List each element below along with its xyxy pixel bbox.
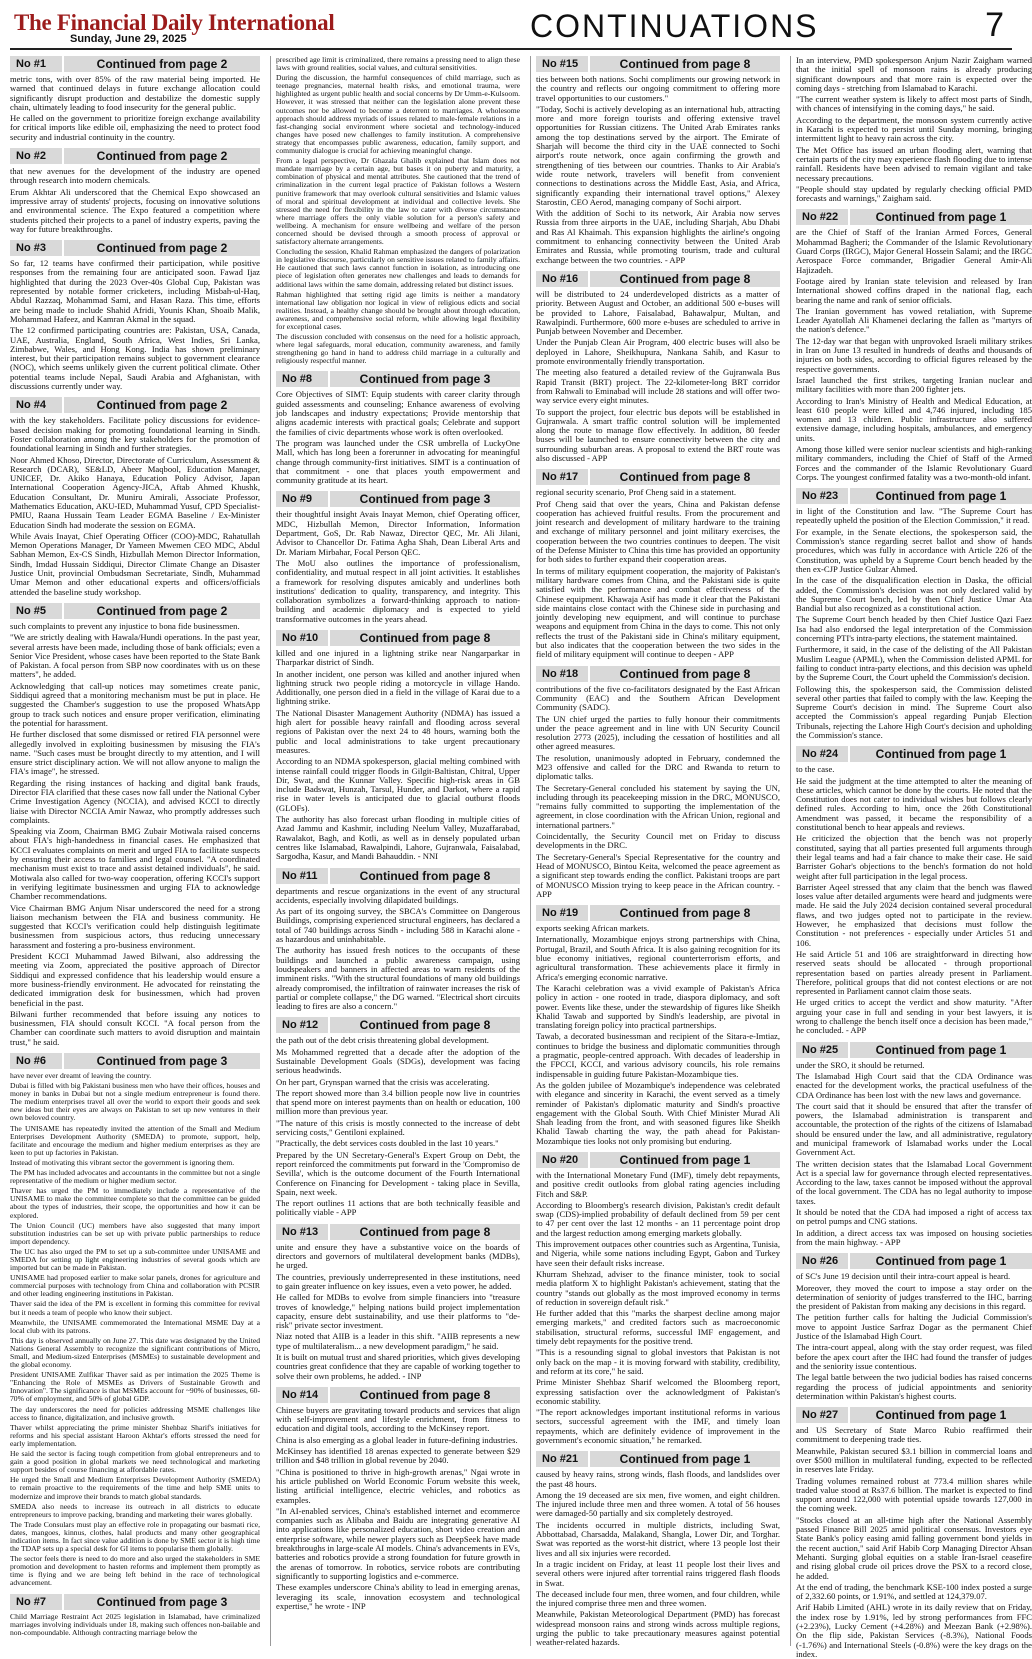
- item-paragraph: The Islamabad High Court said that the CDA Ordinance was enacted for the development works, the practical usefulness of the CDA Ordinance has been lost with the new laws and governance.: [796, 1070, 1032, 1100]
- item-paragraph: Prime Minister Shehbaz Sharif welcomed the Bloomberg report, expressing satisfaction over the acknowledgment of Pakistan's economic stability.: [536, 1377, 780, 1406]
- continuation-item: [276, 56, 520, 365]
- item-paragraph: The day underscores the need for policies addressing MSME challenges like access to finance, digitalization, and inclusive growth.: [10, 1404, 260, 1422]
- item-paragraph: He further disclosed that some dismissed or retired FIA personnel were allegedly involved in exploiting businessmen by misusing the FIA's name. "Such cases must be brought directly to my attention, and I will ensure strict disciplinary action. We will not allow anyone to malign the FIA's image", he stressed.: [10, 729, 260, 777]
- item-paragraph: The 12-day war that began with unprovoked Israeli military strikes in Iran on June 13 resulted in hundreds of deaths and thousands of injuries on both sides, according to official figures released by the respective governments.: [796, 335, 1032, 374]
- item-paragraph: The PM has included advocates and accountants in the committee but not a single representative of the medium or higher medium sector.: [10, 1168, 260, 1186]
- item-title: Continued from page 8: [619, 271, 751, 286]
- item-paragraph: The UNISAME has repeatedly invited the attention of the Small and Medium Enterprises Development Authority (SMEDA) to promote, support, help, facilitate and encourage the medium and higher medium enterprises as they are keen to put up factories in Pakistan.: [10, 1123, 260, 1157]
- item-paragraph: From a legal perspective, Dr Ghazala Ghalib explained that Islam does not mandate marriage by a certain age, but bases it on puberty and maturity, a combination of physical and mental attributes. She cautioned that the trend of criminalization in the current legal practice of Pakistan follows a Western punitive framework that may overlook cultural sensitivities and Islamic values of moral and spiritual development at individual and collective levels. She stressed the need for flexibility in the law to cater with diverse circumstance where marriage offers the only viable solution for a person's safety and wellbeing. A mechanism for ensure wellbeing and welfare of the person concerned should be devised through a smooth process of approval or satisfactory alternate arrangements.: [276, 156, 520, 247]
- item-paragraph: This improvement outpaces other countries such as Argentina, Tunisia, and Nigeria, while some nations including Egypt, Gabon and Turkey have seen their default risks increase.: [536, 1239, 780, 1268]
- item-paragraph: have never ever dreamt of leaving the country.: [10, 1071, 152, 1081]
- item-paragraph: Meanwhile, the UNISAME commemorated the International MSME Day at a local club with its patrons.: [10, 1317, 260, 1335]
- item-title: Continued from page 1: [875, 1042, 1007, 1057]
- item-number: No #24: [796, 746, 850, 762]
- item-paragraph: The UN chief urged the parties to fully honour their commitments under the peace agreement and in line with UN Security Council resolution 2773 (2025), including the cessation of hostilities and all other agreed measures.: [536, 713, 780, 752]
- item-paragraph: "Today, Sochi is actively developing as an international hub, attracting more and more foreign tourists and offering extensive travel opportunities for Russian citizens. The United Arab Emirates ranks among the top destinations served by the airport. The Emirate of Sharjah will become the third city in the UAE connected to Sochi airport's route network, once again confirming the growth and strengthening of ties between our countries. Thanks to Air Arabia's wide route network, travelers will benefit from convenient connections to destinations across the Middle East, Asia, and Africa, significantly expanding their international travel options," Alexey Starostin, CEO Aerod, managing company of Sochi airport.: [536, 103, 780, 207]
- item-header: [10, 148, 260, 164]
- item-paragraph: Thaver whilst appreciating the prime minister Shehbaz Sharif's initiatives for reforms and his special assistant Haroon Akhtar's efforts stressed the need for early implementation.: [10, 1422, 260, 1448]
- item-paragraph: Prof Cheng said that over the years, China and Pakistan defense cooperation has achieved fruitful results. From the procurement and joint research and development of military hardware to the training and exchange of military personnel and joint military exercises, the cooperation between the two countries continues to deepen. The visit of the Defense Minister to China this time has provided an opportunity for both sides to further expand their cooperation areas.: [536, 498, 780, 565]
- continuation-item: [276, 491, 520, 624]
- item-paragraph: President KCCI Muhammad Jawed Bilwani, also addressing the meeting via Zoom, appreciated the positive approach of Director Siddiqui and expressed confidence that his leadership would ensure a more business-friendly environment. He advocated for reinstating the dedicated immigration desk for businessmen, which had proven beneficial in the past.: [10, 951, 260, 1008]
- item-paragraph: Prepared by the UN Secretary-General's Expert Group on Debt, the report reinforced the commitments put forward in the 'Compromiso de Sevilla', which is the outcome document of the Fourth International Conference on Financing for Development - taking place in Sevilla, Spain, next week.: [276, 1149, 520, 1197]
- item-title: Continued from page 8: [359, 1387, 491, 1402]
- item-header: [796, 488, 1032, 504]
- item-header: [536, 666, 780, 682]
- item-number: No #6: [10, 1053, 64, 1069]
- item-paragraph: such complaints to prevent any injustice to bona fide businessmen.: [10, 620, 240, 631]
- item-paragraph: In addition, a direct access tax was imposed on housing societies from the main highway. - APP: [796, 1227, 1032, 1247]
- item-number: No #13: [276, 1224, 330, 1240]
- continuation-item: [10, 56, 260, 142]
- item-paragraph: Furthermore, it said, in the case of the delisting of the All Pakistan Muslim League (APML), when the Commission delisted APML for failing to conduct intra-party elections, and this decision was upheld by the Supreme Court, the Court upheld the Commission's decision.: [796, 644, 1032, 683]
- item-paragraph: He said the sector is facing tough competition from global entrepreneurs and to gain a good position in global markets we need technological and marketing support besides of course financing at affordable rates.: [10, 1449, 260, 1475]
- item-paragraph: that new avenues for the development of the industry are opened through research into modern chemicals.: [10, 166, 260, 186]
- item-number: No #9: [276, 491, 330, 507]
- item-paragraph: It is built on mutual trust and shared priorities, which gives developing countries great confidence that they are capable of working together to solve their own problems, he added. - INP: [276, 1352, 520, 1381]
- item-header: [10, 397, 260, 413]
- column-1: [10, 56, 260, 1646]
- item-paragraph: Internationally, Mozambique enjoys strong partnerships with China, Portugal, Brazil, and South Africa. It is also gaining recognition for its blue economy initiatives, regional counterterrorism efforts, and agricultural transformation. These achievements place it firmly in Africa's emerging economic narrative.: [536, 934, 780, 982]
- item-paragraph: Among those killed were senior nuclear scientists and high-ranking military commanders, including the Chief of Staff of the Armed Forces and the commander of the Islamic Revolutionary Guard Corps. The youngest confirmed fatality was a two-month-old infant.: [796, 443, 1032, 482]
- item-title: Continued from page 8: [359, 631, 491, 645]
- continuation-item: [10, 603, 260, 1047]
- continuation-item: [796, 1253, 1032, 1401]
- continuation-item: [796, 1407, 1032, 1659]
- item-paragraph: Concluding the session, Khalid Rahman emphasized the dangers of polarization in legislative discourse, particularly on sensitive issues related to family affairs. He cautioned that such laws cannot function in isolation, as introducing one piece of legislation often generates new challenges and leads to demands for additional laws within the same domain, addressing related but distinct issues.: [276, 247, 520, 289]
- column-2: [270, 56, 520, 1646]
- item-paragraph: Khurram Shehzad, adviser to the finance minister, took to social media platform X to highlight Pakistan's achievement, stating that the country "stands out globally as the most improved economy in terms of reduction in sovereign default risk.": [536, 1268, 780, 1307]
- item-header: [10, 240, 260, 256]
- item-paragraph: This day is observed annually on June 27. This date was designated by the United Nations General Assembly to recognize the significant contributions of Micro, Small, and Medium-sized Enterprises (MSMEs) to sustainable development and the global economy.: [10, 1335, 260, 1370]
- item-header: [536, 1451, 780, 1467]
- item-paragraph: Ms Mohammed regretted that a decade after the adoption of the Sustainable Development Goals (SDGs), development was facing serious headwinds.: [276, 1046, 520, 1076]
- item-paragraph: The Met Office has issued an urban flooding alert, warning that certain parts of the city may experience flash flooding due to intense rainfall. Residents have been advised to remain vigilant and take necessary precautions.: [796, 144, 1032, 183]
- item-paragraph: Regarding the rising instances of hacking and digital bank frauds, Director FIA clarified that these cases now fall under the National Cyber Crime Investigation Agency (NCCIA), and advised KCCI to directly liaise with Director NCCIA Amir Nawaz, who promptly addresses such complaints.: [10, 777, 260, 825]
- item-paragraph: In terms of military equipment cooperation, the majority of Pakistan's military hardware comes from China, and the Pakistani side is quite satisfied with the performance and combat effectiveness of the Chinese equipment. Khawaja Asif has made it clear that the Pakistani side maintains close contact with the Chinese side in purchasing and jointly developing new equipment, and will continue to purchase weapons and equipment from China in the days to come. This not only reflects the trust of the Pakistani side in China's military equipment, but also indicates that the cooperation between the two sides in the field of military equipment will continue to deepen - APP: [536, 565, 780, 660]
- item-paragraph: unite and ensure they have a substantive voice on the boards of directors and governors of multilateral development banks (MDBs), he urged.: [276, 1241, 520, 1271]
- item-title: Continued from page 2: [96, 603, 228, 618]
- item-number: No #18: [536, 666, 590, 682]
- item-title: Continued from page 8: [359, 1224, 491, 1239]
- item-paragraph: The Union Council (UC) members have also suggested that many import substitution industries can be set up with private public partnerships to reduce import dependency.: [10, 1220, 260, 1246]
- item-paragraph: Meanwhile, Pakistan secured $3.1 billion in commercial loans and over $500 million in multilateral funding, expected to be reflected in reserves late Friday.: [796, 1445, 1032, 1475]
- item-paragraph: The petition further calls for halting the Judicial Commission's move to appoint Justice Sarfraz Dogar as the permanent Chief Justice of the Islamabad High Court.: [796, 1312, 1032, 1342]
- item-paragraph: Footage aired by Iranian state television and released by Iran International showed coffins draped in the national flag, each bearing the name and rank of senior officials.: [796, 275, 1032, 305]
- continuation-item: [276, 868, 520, 1012]
- item-paragraph: The Secretary-General's Special Representative for the country and Head of MONUSCO, Bintou Keita, welcomed the peace agreement as a significant step towards ending the conflict. Pakistani troops are part of MONUSCO Mission trying to keep peace in the African country. - APP: [536, 851, 780, 899]
- item-paragraph: The Trade Consulars must play an effective role in propagating our basmati rice, dates, mangoes, kinnus, clothes, halal products and many other geographical indication items. In fact since value addition is done by SME sector it is high time the TDAP sets up a special desk for GI items to popularise them globally.: [10, 1519, 260, 1554]
- continuation-item: [796, 209, 1032, 482]
- item-paragraph: He urged the Small and Medium Enterprises Development Authority (SMEDA) to remain proactive to the requirements of the time and help SME units to modernize and improve their brands to match global standards.: [10, 1475, 260, 1501]
- item-number: No #7: [10, 1594, 64, 1610]
- item-number: No #10: [276, 630, 330, 646]
- item-paragraph: SMEDA also needs to increase its outreach in all districts to educate entrepreneurs to improve packing, branding and marketing their wares globally.: [10, 1501, 260, 1519]
- item-paragraph: ties between both nations. Sochi compliments our growing network in the country and reflects our ongoing commitment to offering more travel opportunities to our customers.": [536, 74, 780, 103]
- page-number: 7: [985, 6, 1004, 44]
- item-paragraph: In the case of the disqualification election in Daska, the official added, the Commission's decision was not only declared valid by the Supreme Court bench, led by then Chief Justice Umar Ata Bandial but also recognized as a constitutional action.: [796, 575, 1032, 614]
- item-number: No #22: [796, 209, 850, 225]
- item-header: [10, 1594, 260, 1610]
- item-paragraph: Rahman highlighted that setting rigid age limits is neither a mandatory international law obligation nor logical in view of religious edicts and social realities. Instead, a healthy change should be brought about through education, awareness, and comprehensive social reform, while allowing legal flexibility for exceptional cases.: [276, 289, 520, 331]
- continuation-item: [796, 56, 1032, 203]
- item-paragraph: The written decision states that the Islamabad Local Government Act is a special law for governance through elected representatives. According to the law, taxes cannot be imposed without the approval of the local government. The CDA has no legal authority to impose taxes.: [796, 1158, 1032, 1206]
- item-paragraph: According to the department, the monsoon system currently active in Karachi is expected to persist until Sunday morning, bringing intermittent light to heavy rain across the city.: [796, 114, 1032, 144]
- item-title: Continued from page 8: [619, 906, 751, 921]
- item-title: Continued from page 3: [96, 1594, 228, 1609]
- item-paragraph: Erum Akhtar Ali underscored that the Chemical Expo showcased an impressive array of students' projects, focusing on innovative solutions and environmental science. The Expo featured a competition where students pitched their projects to a panel of industry experts, paving the way for future breakthroughs.: [10, 186, 260, 234]
- item-paragraph: "Practically, the debt services costs doubled in the last 10 years.": [276, 1138, 499, 1149]
- section-title: CONTINUATIONS: [530, 8, 819, 44]
- continuation-item: [536, 1451, 780, 1647]
- masthead: [10, 6, 1012, 50]
- item-paragraph: with the key stakeholders. Facilitate policy discussions for evidence-based decision making for promoting foundational learning in Sindh. Foster collaboration among the key stakeholders for the promotion of foundational learning in Sindh and further strategies.: [10, 415, 260, 454]
- item-paragraph: The program was launched under the CSR umbrella of LuckyOne Mall, which has long been a forerunner in advocating for meaningful change through community-first initiatives. SIMT is a continuation of that commitment - one that places youth empowerment and community gratitude at its heart.: [276, 437, 520, 486]
- item-paragraph: contributions of the five co-facilitators designated by the East African Community (EAC) and the Southern African Development Community (SADC).: [536, 683, 780, 713]
- item-number: No #17: [536, 469, 590, 485]
- item-number: No #21: [536, 1451, 590, 1467]
- item-title: Continued from page 3: [359, 372, 491, 387]
- item-number: No #27: [796, 1407, 850, 1423]
- item-number: No #25: [796, 1042, 850, 1058]
- item-paragraph: Child Marriage Restraint Act 2025 legislation in Islamabad, have criminalized marriages involving individuals under 18, making such offences non-bailable and non-compoundable. Although contracting marriage below the: [10, 1611, 260, 1637]
- column-3: [530, 56, 780, 1646]
- item-paragraph: At the end of trading, the benchmark KSE-100 index posted a surge of 2,332.60 points, or 1.91%, and settled at 124,379.07.: [796, 1581, 1032, 1602]
- item-title: Continued from page 1: [619, 1452, 751, 1467]
- item-title: Continued from page 8: [619, 666, 751, 681]
- item-paragraph: For example, in the Senate elections, the spokesperson said, the Commission's stance regarding secret ballot and show of hands procedures, which was fully in accordance with Article 226 of the Constitution, was upheld by a Supreme Court bench headed by the then ex-CJP Justice Gulzar Ahmed.: [796, 526, 1032, 574]
- item-paragraph: Speaking via Zoom, Chairman BMG Zubair Motiwala raised concerns about FIA's high-handedness in financial cases. He emphasized that KCCI evaluates complaints on merit and urged FIA to facilitate suspects by ensuring their access to families and legal counsel. "A coordinated mechanism must exist to trace and assist detained individuals", he said. Motiwala also called for two-way cooperation, offering KCCI's support in verifying legitimate businessmen and urging FIA to acknowledge Chamber recommendations.: [10, 826, 260, 902]
- article-columns: [10, 55, 1032, 1659]
- item-paragraph: The report outlines 11 actions that are both technically feasible and politically viable - APP: [276, 1198, 520, 1218]
- item-header: [276, 371, 520, 387]
- item-paragraph: Instead of motivating this vibrant sector the government is ignoring them.: [10, 1157, 235, 1167]
- item-paragraph: In a tragic incident on Friday, at least 11 people lost their lives and several others were injured after torrential rains triggered flash floods in Swat.: [536, 1558, 780, 1588]
- item-paragraph: "The current weather system is likely to affect most parts of Sindh, with chances of intensifying in the coming days," he said.: [796, 94, 1032, 114]
- continuation-item: [10, 240, 260, 391]
- continuation-item: [10, 1053, 260, 1588]
- item-paragraph: Coincidentally, the Security Council met on Friday to discuss developments in the DRC.: [536, 831, 780, 851]
- item-paragraph: Core Objectives of SIMT: Equip students with career clarity through guided assessments and counseling; Enhance awareness of evolving job landscapes and industry expectations; Provide mentorship that aligns academic interests with practical goals; Celebrate and support the families of civic departments whose work is often overlooked.: [276, 389, 520, 437]
- item-paragraph: "People should stay updated by regularly checking official PMD forecasts and warnings," Zaigham said.: [796, 183, 1032, 204]
- item-header: [796, 746, 1032, 762]
- item-paragraph: The meeting also featured a detailed review of the Gujranwala Bus Rapid Transit (BRT) project. The 22-kilometer-long BRT corridor from Rahwali to Eminabad will include 28 stations and will offer two-way service every eight minutes.: [536, 367, 780, 406]
- item-paragraph: "We are strictly dealing with Hawala/Hundi operations. In the past year, several arrests have been made, including those of bank officials; even a Senior Vice President, whose cases have been reported to the State Bank of Pakistan. A focal person from SBP now coordinates with us on these matters", he added.: [10, 632, 260, 680]
- continuation-item: [796, 1042, 1032, 1248]
- item-paragraph: As the golden jubilee of Mozambique's independence was celebrated with elegance and sincerity in Karachi, the event served as a timely reminder of Pakistan's diplomatic maturity and Sindh's proactive engagement with the Global South. With Chief Minister Murad Ali Shah leading from the front, and with seasoned figures like Sheikh Khalid Tawab charting the way, the path ahead for Pakistan-Mozambique ties looks not only promising but enduring.: [536, 1079, 780, 1146]
- item-number: No #16: [536, 271, 590, 287]
- item-paragraph: Trading volumes remained robust at 773.4 million shares while traded value stood at Rs37.6 billion. The market is expected to find support around 122,000 with potential upside towards 127,000 in the coming week.: [796, 1475, 1032, 1514]
- item-paragraph: The Iranian government has vowed retaliation, with Supreme Leader Ayatollah Ali Khamenei declaring the fallen as "martyrs of the nation's defence.": [796, 305, 1032, 335]
- item-paragraph: The sector feels there is need to do more and also urged the stakeholders in SME promotion and development to hasten reforms and implement them promptly as time is flying and we are being left behind in the race of technological advancement.: [10, 1554, 260, 1588]
- item-number: No #8: [276, 371, 330, 387]
- continuation-item: [536, 1152, 780, 1445]
- item-paragraph: The MoU also outlines the importance of professionalism, confidentiality, and mutual respect in all joint activities. It establishes a framework for resolving disputes amicably and underlines both institutions' dedication to quality, transparency, and integrity. This collaboration symbolizes a forward-thinking approach to nation-building and academic diplomacy and is expected to yield transformative outcomes in the years ahead.: [276, 557, 520, 624]
- continuation-item: [276, 1224, 520, 1381]
- item-header: [10, 1053, 260, 1069]
- item-header: [276, 491, 520, 507]
- item-paragraph: The countries, previously underrepresented in these institutions, need to gain greater influence on key issues, even a veto power, he added.: [276, 1271, 520, 1291]
- continuation-item: [536, 271, 780, 463]
- item-paragraph: regional security scenario, Prof Cheng said in a statement.: [536, 487, 736, 498]
- item-paragraph: with the International Monetary Fund (IMF), timely debt repayments, and positive credit outlooks from global rating agencies including Fitch and S&P.: [536, 1169, 780, 1199]
- item-number: No #2: [10, 148, 64, 164]
- item-header: [10, 56, 260, 72]
- item-number: No #26: [796, 1253, 850, 1269]
- item-paragraph: With the addition of Sochi to its network, Air Arabia now serves Russia from three airports in the UAE, including Sharjah, Abu Dhabi and Ras Al Khaimah. This expansion highlights the airline's ongoing commitment to enhancing connectivity between the United Arab Emirates and Russia, while promoting tourism, trade and cultural exchange between the two countries. - APP: [536, 208, 780, 265]
- item-paragraph: McKinsey has identified 18 arenas expected to generate between $29 trillion and $48 trillion in global revenue by 2040.: [276, 1446, 520, 1466]
- item-header: [796, 1042, 1032, 1058]
- item-paragraph: UNISAME had proposed earlier to make solar panels, drones for agriculture and commercial purposes with technology from China and collaboration with PCSIR and other leading engineering institutions in Pakistan.: [10, 1273, 260, 1299]
- item-paragraph: The Secretary-General concluded his statement by saying the UN, including through its peacekeeping mission in the DRC, MONUSCO, "remains fully committed to supporting the implementation of the agreement, in close coordination with the African Union, regional and international partners.": [536, 782, 780, 830]
- item-paragraph: According to Bloomberg's research division, Pakistan's credit default swap (CDS)-implied probability of default declined from 59 per cent to 47 per cent over the last 12 months - an 11 percentage point drop and the largest reduction among emerging markets globally.: [536, 1199, 780, 1238]
- item-paragraph: On her part, Grynspan warned that the crisis was accelerating.: [276, 1076, 490, 1087]
- item-paragraph: Niaz noted that AIIB is a leader in this shift. "AIIB represents a new type of multilateralism... a new development paradigm," he said.: [276, 1331, 520, 1351]
- item-paragraph: Israel launched the first strikes, targeting Iranian nuclear and military facilities with more than 200 fighter jets.: [796, 374, 1032, 395]
- continuation-item: [276, 630, 520, 862]
- continuation-item: [10, 148, 260, 234]
- item-paragraph: The National Disaster Management Authority (NDMA) has issued a high alert for possible heavy rainfall and flooding across several regions of Pakistan over the next 24 to 48 hours, warning both the public and local administrations to take urgent precautionary measures.: [276, 707, 520, 755]
- item-paragraph: The 12 confirmed participating countries are: Pakistan, USA, Canada, UAE, Australia, England, South Africa, West Indies, Sri Lanka, Zimbabwe, Wales, and Hong Kong. India has shown preliminary interest, but their participation remains subject to government clearance (NOC), which seems unlikely given the current political climate. Other potential teams include Nepal, Saudi Arabia and Afghanistan, with discussions currently under way.: [10, 325, 260, 392]
- item-paragraph: Thaver said the idea of the PM is excellent in forming this committee for revival but it needs a team of people who know their subject.: [10, 1299, 260, 1317]
- item-paragraph: in light of the Constitution and law. "The Supreme Court has repeatedly upheld the position of the Election Commission," it read.: [796, 506, 1032, 526]
- item-number: No #23: [796, 488, 850, 504]
- item-header: [536, 1152, 780, 1168]
- continuation-item: [10, 397, 260, 597]
- paper-date: Sunday, June 29, 2025: [70, 33, 187, 45]
- item-paragraph: The court said that it should be ensured that after the transfer of powers, the Islamabad administration is transparent and accountable, the protection of the rights of the citizens of Islamabad should be ensured under the law, and all administrative, regulatory and municipal framework of Islamabad works under the Local Government Act.: [796, 1100, 1032, 1158]
- item-number: No #14: [276, 1387, 330, 1403]
- item-paragraph: The report showed more than 3.4 billion people now live in countries that spend more on interest payments than on health or education, 100 million more than previous year.: [276, 1087, 520, 1117]
- item-paragraph: The resolution, unanimously adopted in February, condemned the M23 offensive and called for the DRC and Rwanda to return to diplomatic talks.: [536, 752, 780, 782]
- item-number: No #12: [276, 1017, 330, 1033]
- item-paragraph: Following this, the spokesperson said, the Commission delisted several other parties that failed to comply with the law. Keeping the Supreme Court's decision in mind. The Supreme Court also accepted the Commission's appeal regarding Punjab Election Tribunals, rejecting the Lahore High Court's decision and upholding the Commission's stance.: [796, 683, 1032, 740]
- item-paragraph: He said Article 51 and 106 are straightforward in directing how reserved seats should be allocated - through proportional representation based on parties already present in Parliament. Therefore, political groups that did not contest elections or are not represented in Parliament cannot claim those seats.: [796, 948, 1032, 997]
- item-paragraph: departments and rescue organizations in the event of any structural accidents, especially involving dilapidated buildings.: [276, 885, 520, 905]
- item-header: [796, 209, 1032, 225]
- item-paragraph: under the SRO, it should be returned.: [796, 1059, 925, 1070]
- item-paragraph: President UNISAME Zulfikar Thaver said as per intimation the 2025 Theme is "Enhancing the Role of MSMEs as Drivers of Sustainable Growth and Innovation". The significance is that MSMEs account for ~90% of businesses, 60-70% of employment, and 50% of global GDP.: [10, 1370, 260, 1404]
- item-paragraph: of SC's June 19 decision until their intra-court appeal is heard.: [796, 1271, 1011, 1282]
- item-title: Continued from page 1: [875, 1254, 1007, 1269]
- item-number: No #4: [10, 397, 64, 413]
- item-paragraph: Acknowledging that call-up notices may sometimes create panic, Siddiqui agreed that a monitoring mechanism must be put in place. He suggested the Chamber's suggestion to use the proposed WhatsApp group to track such notices and ensure proper verification, eliminating the potential for harassment.: [10, 680, 260, 728]
- item-paragraph: Barrister Aqeel stressed that any claim that the bench was flawed loses value after detailed arguments were heard and judgments were made. He said the July 2024 decision contained several procedural flaws, and two judges opted not to participate in the review. However, he emphasized that decisions must follow the Constitution - not preferences - especially under Articles 51 and 106.: [796, 881, 1032, 948]
- item-header: [536, 469, 780, 485]
- item-paragraph: He said the judgment at the time attempted to alter the meaning of these articles, which cannot be done by the courts. He noted that the Constitution does not cater to individual wishes but follows clearly defined rules. According to him, once the 26th Constitutional Amendment was passed, it became the responsibility of a constitutional bench to hear appeals and reviews.: [796, 775, 1032, 833]
- item-paragraph: During the discussion, the harmful consequences of child marriage, such as teenage pregnancies, maternal health risks, and emotional trauma, were highlighted as urgent public health and social concerns by Dr Umm-e-Kulsoom. However, it was stressed that neither can the legislation alone prevent these outcomes nor be allowed to become a deterrent to marriages. A wholesome approach should address myriads of issues related to male-female relations in a fast-changing social environment where societal and technology-induced changes have posed new challenges to family institution. A comprehensive strategy that encompasses public awareness, education, family support, and community dialogue is crucial for achieving meaningful change.: [276, 73, 520, 156]
- item-paragraph: According to Iran's Ministry of Health and Medical Education, at least 610 people were killed and 4,746 injured, including 185 women and 13 children. Public infrastructure also suffered extensive damage, including hospitals, ambulances, and emergency units.: [796, 395, 1032, 443]
- item-paragraph: In another incident, one person was killed and another injured when lightning struck two people riding a motorcycle in village Hando. Additionally, one person died in a field in the village of Karai due to a lightning strike.: [276, 668, 520, 707]
- continuation-item: [796, 746, 1032, 1035]
- item-header: [536, 56, 780, 72]
- item-paragraph: The UC has also urged the PM to set up a sub-committee under UNISAME and SMEDA for setting up light engineering industries of several goods which are imported but can be made in Pakistan.: [10, 1246, 260, 1273]
- continuation-item: [276, 1387, 520, 1611]
- item-title: Continued from page 2: [96, 149, 228, 164]
- item-paragraph: He called on the government to prioritize foreign exchange availability for critical imports like edible oil, emphasizing the need to protect food security and industrial continuity in the country.: [10, 113, 260, 142]
- item-paragraph: killed and one injured in a lightning strike near Nangarparkar in Tharparkar district of Sindh.: [276, 648, 520, 668]
- item-paragraph: Moreover, they moved the court to impose a stay order on the determination of seniority of judges transferred to the IHC, barring the president of Pakistan from making any decisions in this regard.: [796, 1282, 1032, 1312]
- item-paragraph: the path out of the debt crisis threatening global development.: [276, 1035, 489, 1046]
- item-header: [276, 630, 520, 646]
- item-paragraph: Arif Habib Limited (AHL) wrote in its daily review that on Friday, the index rose by 1.91%, led by strong performances from FFC (+2.23%), Lucky Cement (+4.28%) and Meezan Bank (+2.98%). On the flip side, Pakistan Services (-8.3%), National Foods (-1.76%) and International Steels (-0.8%) were the key drags on the index.: [796, 1602, 1032, 1659]
- item-paragraph: Vice Chairman BMG Anjum Nisar underscored the need for a strong liaison mechanism between the FIA and business community. He suggested that KCCI's verification could help distinguish legitimate businessmen from suspicious actors, thus reducing unnecessary harassment and fostering a pro-business environment.: [10, 902, 260, 950]
- item-paragraph: Noor Ahmed Khoso, Director, Directorate of Curriculum, Assessment & Research (DCAR), SE&LD, Abeer Maqbool, Education Manager, UNICEF, Dr. Akiko Hanaya, Education Policy Advisor, Japan International Cooperation Agency-JICA, Aftab Ahmed Khushk, Education Consultant, Dr. Muniru Amirali, Associate Professor, Mathematics Education, AKU-IED, Muhammad Yusuf, CPD Specialist-PMIU, Raana Hussain Team Leader EGMA Baseline / Ex-Minister Education Sindh had moderate the session on EGMA.: [10, 454, 260, 530]
- item-title: Continued from page 1: [875, 489, 1007, 504]
- continuation-item: [536, 905, 780, 1146]
- item-paragraph: So far, 12 teams have confirmed their participation, while positive responses from the remaining four are anticipated soon. Fawad Ijaz highlighted that during the 2023 Over-40s Global Cup, Pakistan was represented by notable former cricketers, including Misbah-ul-Haq, Abdul Razzaq, Mohammad Sami, and Hasan Raza. This time, efforts are being made to include Shahid Afridi, Younis Khan, Shoaib Malik, Mohammad Hafeez, and Kamran Akmal in the squad.: [10, 258, 260, 324]
- continuation-item: [10, 1594, 260, 1637]
- item-paragraph: Under the Punjab Clean Air Program, 400 electric buses will also be deployed in Lahore, Sheikhupura, Nankana Sahib, and Kasur to promote environmentally friendly transportation.: [536, 337, 780, 367]
- item-number: No #3: [10, 240, 64, 256]
- item-paragraph: "China is positioned to thrive in high-growth arenas," Ngai wrote in his article published on World Economic Forum website this week, listing artificial intelligence, electric vehicles, and robotics as examples.: [276, 1466, 520, 1505]
- item-number: No #1: [10, 56, 64, 72]
- item-paragraph: their thoughtful insight Avais Inayat Memon, chief Operating officer, MDC, Hizbullah Memon, Director Information, Information Department, GoS, Dr. Rab Nawaz, Director QEC, Mr. Ali Jilani, Advisor to Chancellor Dr. Fatima Agha Shah, Dean Liberal Arts and Dr. Mariam Mirbahar, Focal Person QEC.: [276, 509, 520, 557]
- item-paragraph: The discussion concluded with consensus on the need for a holistic approach, where legal safeguards, moral education, community awareness, and family strengthening go hand in hand to address child marriage in a culturally and religiously respectful manner.: [276, 332, 520, 366]
- item-paragraph: China is also emerging as a global leader in future-defining industries.: [276, 1434, 518, 1445]
- item-paragraph: According to an NDMA spokesperson, glacial melting combined with intense rainfall could trigger floods in Gilgit-Baltistan, Chitral, Upper Dir, Swat, and the Kunnar Valley. Specific high-risk areas in GB include Badswat, Hunzah, Tarsul, Hunder, and Darkot, where a rapid rise in water levels is anticipated due to glacial outburst floods (GLOFs).: [276, 756, 520, 813]
- item-title: Continued from page 2: [96, 398, 228, 413]
- continuation-item: [536, 666, 780, 900]
- item-header: [276, 1387, 520, 1403]
- continuation-item: [536, 56, 780, 265]
- item-paragraph: He urged critics to accept the verdict and show maturity. "After arguing your case in full and sending in your best lawyers, it is wrong to challenge the bench itself once a decision has been made," he concluded. - APP: [796, 997, 1032, 1036]
- item-title: Continued from page 8: [619, 470, 751, 485]
- item-paragraph: He called for MDBs to evolve from simple financiers into "treasure troves of knowledge," helping nations build project implementation capacity, ensure debt sustainability, and use their platforms to "de-risk" private sector investment.: [276, 1292, 520, 1331]
- continuation-item: [536, 469, 780, 659]
- item-number: No #11: [276, 868, 330, 884]
- item-paragraph: The Karachi celebration was a vivid example of Pakistan's Africa policy in action - one rooted in trade, diaspora diplomacy, and soft power. Events like these, under the stewardship of figures like Sheikh Khalid Tawab and supported by Sindh's leadership, are pivotal in translating foreign policy into practical partnerships.: [536, 982, 780, 1031]
- item-number: No #19: [536, 905, 590, 921]
- continuation-item: [276, 1017, 520, 1217]
- item-paragraph: The authority has also forecast urban flooding in multiple cities of Azad Jammu and Kashmir, including Neelum Valley, Muzaffarabad, Rawalakot, Bagh, and Kotli, as well as in densely populated urban centres like Islamabad, Rawalpindi, Lahore, Gujranwala, Faisalabad, Sargodha, Kasur, and Mandi Bahauddin. - NNI: [276, 814, 520, 862]
- column-4: [790, 55, 1032, 1659]
- item-header: [10, 603, 260, 619]
- item-paragraph: The incidents occurred in multiple districts, including Swat, Abbottabad, Charsadda, Malakand, Shangla, Lower Dir, and Torghar. Swat was reported as the worst-hit district, where 13 people lost their lives and all six injuries were recorded.: [536, 1519, 780, 1558]
- item-paragraph: "Stocks closed at an all-time high after the National Assembly passed Finance Bill 2025 amid political consensus. Investors eye State Bank's policy easing amid falling government bond yields in the recent auction," said Arif Habib Corp Managing Director Ahsan Mehanti. Surging global equities on a stable Iran-Israel ceasefire and rising global crude oil prices drove the PSX to a record close, he added.: [796, 1514, 1032, 1581]
- item-paragraph: It should be noted that the CDA had imposed a right of access tax on petrol pumps and CNG stations.: [796, 1207, 1032, 1227]
- item-paragraph: "This is a resounding signal to global investors that Pakistan is not only back on the map - it is moving forward with stability, credibility, and reform at its core," he said.: [536, 1347, 780, 1376]
- item-paragraph: The legal battle between the two judicial bodies has raised concerns regarding the process of judicial appointments and seniority determination within Pakistan's highest courts.: [796, 1372, 1032, 1401]
- item-paragraph: He further added that this "marks the sharpest decline among major emerging markets," and credited factors such as macroeconomic stabilisation, structural reforms, successful IMF engagement, and timely debt repayments for the positive trend.: [536, 1308, 780, 1347]
- item-paragraph: prescribed age limit is criminalized, there remains a pressing need to align these laws with ground realities, social values, and cultural sensitivities.: [276, 55, 520, 73]
- item-paragraph: are the Chief of Staff of the Iranian Armed Forces, General Mohammad Bagheri; the Commander of the Islamic Revolutionary Guard Corps (IRGC), Major General Hossein Salami; and the IRGC Aerospace Force commander, Brigadier General Amir-Ali Hajizadeh.: [796, 227, 1032, 275]
- item-paragraph: As part of its ongoing survey, the SBCA's Committee on Dangerous Buildings, comprising experienced structural engineers, has declared a total of 740 buildings across Sindh - including 588 in Karachi alone - as hazardous and uninhabitable.: [276, 906, 520, 945]
- item-title: Continued from page 2: [96, 241, 228, 256]
- item-number: No #20: [536, 1152, 590, 1168]
- item-header: [276, 1224, 520, 1240]
- item-paragraph: The deceased include four men, three women, and four children, while the injured comprise three men and three women.: [536, 1588, 780, 1609]
- item-paragraph: Meanwhile, Pakistan Meteorological Department (PMD) has forecast widespread monsoon rains and strong winds across multiple regions, urging the public to take precautionary measures against potential weather-related hazards.: [536, 1609, 780, 1648]
- continuation-item: [796, 488, 1032, 740]
- item-paragraph: caused by heavy rains, strong winds, flash floods, and landslides over the past 48 hours.: [536, 1469, 780, 1489]
- item-paragraph: and US Secretary of State Marco Rubio reaffirmed their commitment to deepening trade ties.: [796, 1425, 1032, 1445]
- item-paragraph: Chinese buyers are gravitating toward products and services that align with self-improvement and lifestyle enrichment, from fitness to education and digital tools, according to the McKinsey report.: [276, 1404, 520, 1434]
- item-paragraph: metric tons, with over 85% of the raw material being imported. He warned that continued delays in future exchange allocation could significantly disrupt production and destabilize the domestic supply chain, ultimately leading to food insecurity for the general public.: [10, 74, 260, 112]
- item-title: Continued from page 1: [875, 747, 1007, 762]
- item-paragraph: In an interview, PMD spokesperson Anjum Nazir Zaigham warned that the initial spell of monsoon rains is already producing significant downpours and that more rain is expected over the coming days - stretching from Islamabad to Karachi.: [796, 55, 1032, 93]
- item-title: Continued from page 8: [359, 868, 491, 883]
- item-header: [796, 1253, 1032, 1269]
- item-title: Continued from page 2: [96, 57, 228, 71]
- item-paragraph: These examples underscore China's ability to lead in emerging arenas, leveraging its scale, innovation ecosystem and technological expertise," he wrote - INP: [276, 1582, 520, 1611]
- item-paragraph: "The nature of this crisis is mostly connected to the increase of debt servicing costs," Gentiloni explained.: [276, 1117, 520, 1138]
- item-header: [536, 905, 780, 921]
- item-title: Continued from page 3: [96, 1054, 228, 1069]
- item-paragraph: "The report acknowledges important institutional reforms in various sectors, successful agreement with the IMF, and timely loan repayments, which are definitely evidence of improvement in the government's economic situation," he remarked.: [536, 1407, 780, 1445]
- item-paragraph: Thaver has urged the PM to immediately include a representative of the UNISAME to make the committee complete so that the committee can be guided about the types of industries, their scope, the opportunities and how it can be explored.: [10, 1186, 260, 1220]
- item-paragraph: The Supreme Court bench headed by then Chief Justice Qazi Faez Isa had also endorsed the legal interpretation of the Commission concerning PTI's intra-party elections, the statement maintained.: [796, 614, 1032, 644]
- item-paragraph: The intra-court appeal, along with the stay order request, was filed before the apex court after the IHC had found the transfer of judges and the seniority issue contentious.: [796, 1342, 1032, 1371]
- item-paragraph: The authority has issued fresh notices to the occupants of these buildings and launched a public awareness campaign, using loudspeakers and banners in affected areas to warn residents of the imminent risks. "With the structural foundations of many old buildings already compromised, the infiltration of rainwater increases the risk of partial or complete collapse," the DG warned. "Electrical short circuits leading to fires are also a concern.": [276, 945, 520, 1012]
- item-title: Continued from page 3: [359, 492, 491, 507]
- item-title: Continued from page 8: [619, 57, 751, 71]
- item-header: [276, 1017, 520, 1033]
- item-paragraph: "In AI-enabled services, China's established internet and ecommerce companies such as Alibaba and Baidu are integrating generative AI into applications like personalized education, short video creation and enterprise software, while newer players such as DeepSeek have made breakthroughs in large-scale AI models. China's advancements in EVs, batteries and robotics provide a strong foundation for future growth in the arenas of tomorrow. In robotics, service robots are contributing significantly to supporting logistics and e-commerce.: [276, 1505, 520, 1581]
- item-paragraph: will be distributed to 24 underdeveloped districts as a matter of priority. Between August and October, an additional 500 e-buses will be provided to Lahore, Faisalabad, Bahawalpur, Multan, and Rawalpindi. Furthermore, 600 more e-buses are scheduled to arrive in Punjab between November and December.: [536, 288, 780, 337]
- item-number: No #15: [536, 56, 590, 72]
- item-paragraph: Dubai is filled with big Pakistani business men who have their offices, houses and money in banks in Dubai but not a single medium entrepreneur is found there. The medium enterprises travel all over the world to export their goods and seek new ideas but their eyes are always on Pakistan to set up new ventures in their own beloved country.: [10, 1081, 260, 1123]
- item-paragraph: He criticized the objection that the bench was not properly constituted, saying that all parties presented full arguments through their legal teams and had a fair chance to make their case. He said Barrister Gohar's objections to the bench's formation do not hold weight after full participation in the legal process.: [796, 833, 1032, 881]
- item-paragraph: Bilwani further recommended that before issuing any notices to businessmen, FIA should consult KCCI. "A focal person from the Chamber can coordinate such matters to avoid disruption and maintain trust," he said.: [10, 1008, 260, 1047]
- item-header: [276, 868, 520, 884]
- item-paragraph: To support the project, four electric bus depots will be established in Gujranwala. A smart traffic control solution will be implemented along the route to manage flow effectively. In addition, 80 feeder buses will be launched to ensure connectivity between the city and surrounding suburban areas. A proposal to extend the BRT route was also discussed - APP: [536, 406, 780, 463]
- item-paragraph: to the case.: [796, 764, 835, 775]
- item-paragraph: exports seeking African markets.: [536, 923, 650, 934]
- item-number: No #5: [10, 603, 64, 619]
- item-title: Continued from page 8: [359, 1018, 491, 1033]
- item-title: Continued from page 1: [875, 1408, 1007, 1423]
- paper-name: The Financial Daily International: [14, 10, 335, 35]
- item-title: Continued from page 1: [619, 1152, 751, 1167]
- item-header: [536, 271, 780, 287]
- item-paragraph: While Avais Inayat, Chief Operating Officer (COO)-MDC, Rahatullah Memon Operations Manager, Dr Yameen Mwemen CEO MDC, Abdul Sabhan Memon, Ex-CS Sindh, Hizbullah Memon Director Information, Sindh, Imdad Hussain Siddiqui, Director Climate Change an Disaster Justice Unit, provincial Ombudsman Secretariate, Sindh, Muhammad Umar Memon and other educational experts and officers/officials attended the baseline study workshop.: [10, 530, 260, 597]
- item-paragraph: Tawab, a decorated businessman and recipient of the Sitara-e-Imtiaz, continues to bridge the business and diplomatic communities through a pragmatic, people-centred approach. With decades of leadership in the FPCCI, KCCI, and various advisory councils, his role remains indispensable in guiding future Pakistan-Mozambique ties.: [536, 1031, 780, 1079]
- continuation-item: [276, 371, 520, 485]
- item-title: Continued from page 1: [875, 210, 1007, 225]
- item-header: [796, 1407, 1032, 1423]
- item-paragraph: Among the 19 deceased are six men, five women, and eight children. The injured include three men and three women. A total of 56 houses were damaged-50 partially and six completely destroyed.: [536, 1489, 780, 1519]
